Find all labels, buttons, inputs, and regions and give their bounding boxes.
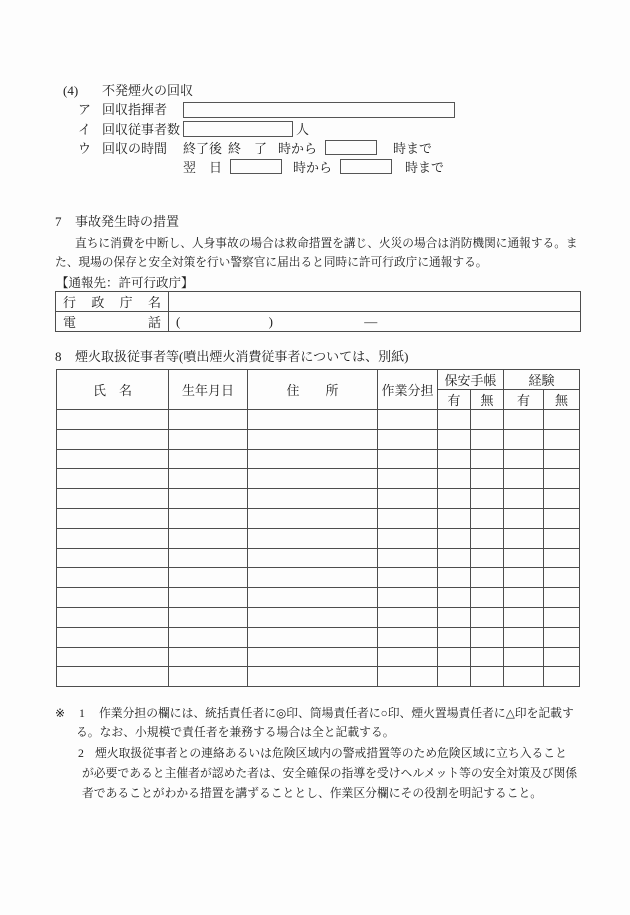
table-cell[interactable] — [248, 489, 378, 509]
table-cell[interactable] — [57, 627, 169, 647]
table-cell[interactable] — [378, 627, 438, 647]
table-cell[interactable] — [57, 667, 169, 687]
table-cell[interactable] — [378, 489, 438, 509]
notes-mark: ※ — [55, 706, 65, 720]
table-cell[interactable] — [57, 647, 169, 667]
table-cell[interactable] — [438, 627, 471, 647]
table-cell[interactable] — [248, 667, 378, 687]
col-header-experience: 経験 — [504, 370, 580, 390]
section7-number: 7 — [55, 214, 62, 229]
table-cell[interactable] — [471, 449, 504, 469]
table-cell[interactable] — [504, 667, 544, 687]
table-cell[interactable] — [438, 469, 471, 489]
table-cell[interactable] — [438, 588, 471, 608]
note1-number: 1 — [79, 706, 85, 720]
table-cell[interactable] — [169, 548, 248, 568]
table-row — [57, 568, 580, 588]
row-u-kana: ウ — [78, 141, 92, 156]
table-cell[interactable] — [57, 469, 169, 489]
table-row — [57, 667, 580, 687]
table-row — [57, 528, 580, 548]
table-cell[interactable] — [504, 410, 544, 430]
table-row — [57, 607, 580, 627]
recovery-workers-count-field[interactable] — [183, 121, 293, 137]
table-cell[interactable] — [378, 667, 438, 687]
section7-body-line1: 直ちに消費を中断し、人身事故の場合は救命措置を講じ、火災の場合は消防機関に通報する。ま — [75, 237, 578, 250]
table-cell[interactable] — [438, 647, 471, 667]
table-cell[interactable] — [438, 667, 471, 687]
table-cell[interactable] — [378, 607, 438, 627]
table-row — [57, 489, 580, 509]
table-row — [57, 548, 580, 568]
table-cell[interactable] — [544, 568, 580, 588]
table-cell[interactable] — [169, 449, 248, 469]
table-cell[interactable] — [248, 588, 378, 608]
table-row — [57, 469, 580, 489]
contact-table — [55, 291, 581, 332]
table-row — [57, 429, 580, 449]
table-cell[interactable] — [544, 548, 580, 568]
table-cell[interactable] — [471, 568, 504, 588]
table-cell[interactable] — [248, 449, 378, 469]
table-cell[interactable] — [544, 429, 580, 449]
table-cell[interactable] — [544, 489, 580, 509]
table-cell[interactable] — [169, 508, 248, 528]
table-cell[interactable] — [438, 508, 471, 528]
table-cell[interactable] — [169, 588, 248, 608]
table-cell[interactable] — [438, 410, 471, 430]
table-cell[interactable] — [438, 489, 471, 509]
table-cell[interactable] — [169, 667, 248, 687]
col-header-experience-no: 無 — [544, 390, 580, 410]
section4-title: 不発煙火の回収 — [102, 83, 194, 98]
table-cell[interactable] — [471, 548, 504, 568]
table-cell[interactable] — [544, 449, 580, 469]
time-line1-end-label: 終 了 — [228, 141, 268, 156]
table-cell[interactable] — [169, 469, 248, 489]
section8-number: 8 — [55, 349, 62, 364]
table-cell[interactable] — [378, 449, 438, 469]
contact-heading: 【通報先：許可行政庁】 — [56, 276, 194, 290]
table-cell[interactable] — [504, 469, 544, 489]
table-cell[interactable] — [169, 647, 248, 667]
table-cell[interactable] — [169, 528, 248, 548]
table-cell[interactable] — [248, 627, 378, 647]
table-row — [57, 627, 580, 647]
table-cell[interactable] — [378, 410, 438, 430]
col-header-birth: 生年月日 — [169, 370, 248, 410]
table-cell[interactable] — [504, 528, 544, 548]
table-cell[interactable] — [471, 489, 504, 509]
table-cell[interactable] — [504, 489, 544, 509]
table-cell[interactable] — [438, 607, 471, 627]
row-a-kana: ア — [78, 102, 92, 117]
table-cell[interactable] — [471, 410, 504, 430]
table-cell[interactable] — [248, 508, 378, 528]
table-row — [57, 508, 580, 528]
table-cell[interactable] — [57, 568, 169, 588]
table-cell[interactable] — [544, 528, 580, 548]
table-row — [57, 588, 580, 608]
col-header-role: 作業分担 — [378, 370, 438, 410]
table-cell[interactable] — [544, 607, 580, 627]
table-cell[interactable] — [471, 607, 504, 627]
row-i-unit: 人 — [296, 122, 310, 137]
section7-title: 事故発生時の措置 — [75, 214, 180, 229]
table-cell[interactable] — [378, 568, 438, 588]
table-cell[interactable] — [57, 449, 169, 469]
phone-row — [56, 312, 581, 332]
table-cell[interactable] — [57, 548, 169, 568]
table-cell[interactable] — [169, 429, 248, 449]
table-cell[interactable] — [504, 568, 544, 588]
table-cell[interactable] — [471, 667, 504, 687]
table-cell[interactable] — [169, 627, 248, 647]
table-cell[interactable] — [248, 469, 378, 489]
recovery-commander-field[interactable] — [183, 102, 455, 118]
table-cell[interactable] — [378, 508, 438, 528]
phone-value-cell[interactable] — [169, 312, 581, 332]
table-cell[interactable] — [57, 588, 169, 608]
table-cell[interactable] — [378, 429, 438, 449]
table-cell[interactable] — [504, 449, 544, 469]
table-cell[interactable] — [169, 568, 248, 588]
note1-line2: る。なお、小規模で責任者を兼務する場合は全と記載する。 — [76, 725, 395, 739]
table-cell[interactable] — [57, 429, 169, 449]
agency-label: 行政庁名 — [56, 292, 169, 312]
table-cell[interactable] — [471, 588, 504, 608]
table-row — [57, 449, 580, 469]
row-a-label: 回収指揮者 — [102, 102, 168, 117]
phone-open-paren: ( — [176, 313, 181, 329]
table-cell[interactable] — [169, 489, 248, 509]
table-cell[interactable] — [248, 429, 378, 449]
table-cell[interactable] — [57, 508, 169, 528]
note2-number: 2 — [78, 746, 84, 760]
note2-line1: 煙火取扱従事者との連絡あるいは危険区域内の警戒措置等のため危険区域に立ち入ること — [95, 746, 567, 760]
time-line1-prefix: 終了後 — [183, 141, 223, 156]
phone-label: 電話 — [56, 312, 169, 332]
table-cell[interactable] — [544, 410, 580, 430]
table-cell[interactable] — [544, 588, 580, 608]
table-cell[interactable] — [544, 627, 580, 647]
table-cell[interactable] — [504, 548, 544, 568]
col-header-handbook-yes: 有 — [438, 390, 471, 410]
row-i-label: 回収従事者数 — [102, 122, 181, 137]
table-cell[interactable] — [438, 548, 471, 568]
note2-line3: 者であることがわかる措置を講ずることとし、作業区分欄にその役割を明記すること。 — [82, 786, 543, 800]
table-cell[interactable] — [378, 548, 438, 568]
table-row — [57, 410, 580, 430]
note2-line2: が必要であると主催者が認めた者は、安全確保の指導を受けヘルメット等の安全対策及び関係 — [82, 766, 578, 780]
table-cell[interactable] — [471, 627, 504, 647]
workers-table — [56, 369, 580, 687]
time-line1-until-field[interactable] — [325, 140, 377, 155]
table-cell[interactable] — [544, 508, 580, 528]
time-line2-from-field[interactable] — [230, 159, 282, 174]
col-header-handbook: 保安手帳 — [438, 370, 504, 390]
table-cell[interactable] — [248, 410, 378, 430]
agency-row — [56, 292, 581, 312]
table-cell[interactable] — [57, 528, 169, 548]
section7-body-line2: た、現場の保存と安全対策を行い警察官に届出ると同時に許可行政庁に通報する。 — [55, 256, 488, 269]
table-cell[interactable] — [57, 607, 169, 627]
table-row — [57, 647, 580, 667]
row-i-kana: イ — [78, 122, 92, 137]
section4-number: (4) — [63, 83, 79, 98]
agency-value-cell[interactable] — [169, 292, 581, 312]
table-cell[interactable] — [504, 588, 544, 608]
table-cell[interactable] — [471, 647, 504, 667]
table-cell[interactable] — [248, 647, 378, 667]
table-cell[interactable] — [57, 410, 169, 430]
table-cell[interactable] — [544, 469, 580, 489]
table-cell[interactable] — [248, 607, 378, 627]
phone-dash: ― — [364, 313, 378, 329]
table-cell[interactable] — [248, 548, 378, 568]
table-cell[interactable] — [57, 489, 169, 509]
table-cell[interactable] — [169, 410, 248, 430]
table-cell[interactable] — [544, 647, 580, 667]
table-cell[interactable] — [504, 429, 544, 449]
table-cell[interactable] — [544, 667, 580, 687]
col-header-experience-yes: 有 — [504, 390, 544, 410]
table-cell[interactable] — [438, 449, 471, 469]
table-cell[interactable] — [248, 528, 378, 548]
workers-table-header — [57, 370, 580, 410]
table-cell[interactable] — [471, 508, 504, 528]
time-line2-until-field[interactable] — [340, 159, 392, 174]
col-header-address: 住 所 — [248, 370, 378, 410]
phone-close-paren: ) — [268, 313, 273, 329]
section8-title: 煙火取扱従事者等(噴出煙火消費従事者については、別紙) — [75, 349, 409, 364]
table-cell[interactable] — [378, 469, 438, 489]
time-line1-until-label: 時まで — [393, 141, 433, 156]
table-cell[interactable] — [471, 528, 504, 548]
table-cell[interactable] — [438, 528, 471, 548]
workers-table-body — [57, 410, 580, 687]
table-cell[interactable] — [471, 429, 504, 449]
row-u-label: 回収の時間 — [102, 141, 168, 156]
time-line2-day-label: 翌 日 — [183, 160, 223, 175]
col-header-name: 氏 名 — [57, 370, 169, 410]
table-cell[interactable] — [504, 647, 544, 667]
time-line1-from-label: 時から — [278, 141, 318, 156]
time-line2-from-label: 時から — [293, 160, 333, 175]
table-cell[interactable] — [438, 429, 471, 449]
table-cell[interactable] — [378, 647, 438, 667]
table-cell[interactable] — [378, 588, 438, 608]
table-cell[interactable] — [504, 508, 544, 528]
table-cell[interactable] — [169, 607, 248, 627]
note1-line1: 作業分担の欄には、統括責任者に◎印、筒場責任者に○印、煙火置場責任者に△印を記載す — [99, 706, 574, 720]
table-cell[interactable] — [248, 568, 378, 588]
col-header-handbook-no: 無 — [471, 390, 504, 410]
table-cell[interactable] — [378, 528, 438, 548]
table-cell[interactable] — [504, 607, 544, 627]
table-cell[interactable] — [438, 568, 471, 588]
time-line2-until-label: 時まで — [405, 160, 445, 175]
table-cell[interactable] — [504, 627, 544, 647]
table-cell[interactable] — [471, 469, 504, 489]
